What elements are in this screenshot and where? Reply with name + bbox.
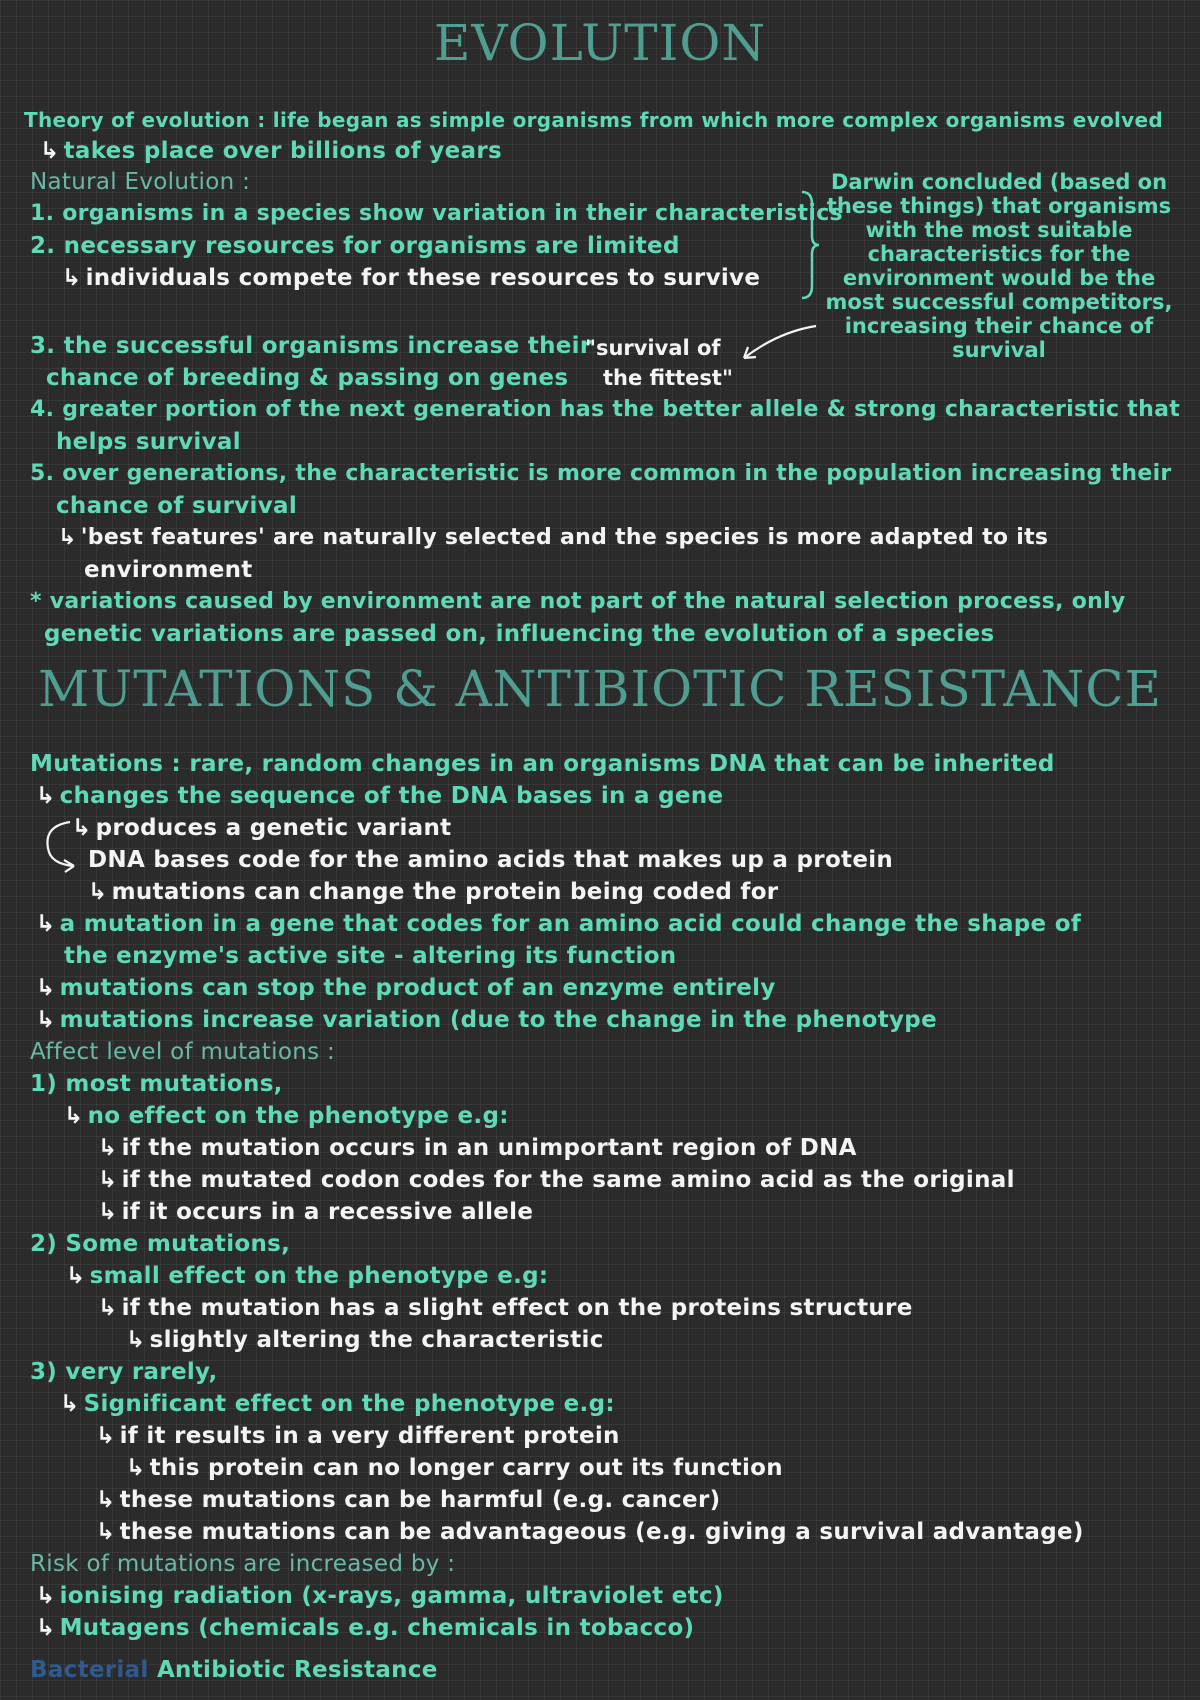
arrow-icon: ↳ bbox=[88, 879, 108, 905]
darwin-conclusion: Darwin concluded (based on these things) that organisms with the most suitable characteristics for the environment would be the most successful competitors, increasing their chance of survival bbox=[825, 170, 1173, 362]
level-2: 2) Some mutations, bbox=[30, 1231, 291, 1257]
level-2-a: ↳ small effect on the phenotype e.g: bbox=[66, 1263, 549, 1289]
arrow-icon: ↳ bbox=[98, 1199, 118, 1225]
mutation-sub-5: ↳ a mutation in a gene that codes for an amino acid could change the shape of bbox=[36, 911, 1082, 937]
mutation-sub-4: ↳ mutations can change the protein being coded for bbox=[88, 879, 779, 905]
arrow-icon: ↳ bbox=[58, 525, 77, 550]
arrow-icon: ↳ bbox=[98, 1167, 118, 1193]
mutations-definition: Mutations : rare, random changes in an organisms DNA that can be inherited bbox=[30, 751, 1055, 777]
natural-evolution-heading: Natural Evolution : bbox=[30, 169, 251, 195]
mutation-sub-1: ↳ changes the sequence of the DNA bases in a gene bbox=[36, 783, 724, 809]
level-3-c: ↳ this protein can no longer carry out its function bbox=[126, 1455, 783, 1481]
point-2-sub: ↳ individuals compete for these resources to survive bbox=[62, 265, 761, 291]
arrow-icon: ↳ bbox=[64, 1103, 84, 1129]
mutations-title: MUTATIONS & ANTIBIOTIC RESISTANCE bbox=[37, 660, 1163, 718]
mutation-sub-7: ↳ mutations increase variation (due to the change in the phenotype bbox=[36, 1007, 937, 1033]
arrow-icon: ↳ bbox=[126, 1455, 146, 1481]
mutation-sub-6: ↳ mutations can stop the product of an enzyme entirely bbox=[36, 975, 776, 1001]
arrow-icon: ↳ bbox=[36, 1007, 56, 1033]
level-1-d: ↳ if it occurs in a recessive allele bbox=[98, 1199, 534, 1225]
arrow-icon: ↳ bbox=[36, 975, 56, 1001]
point-3-cont: chance of breeding & passing on genes bbox=[46, 365, 569, 391]
risk-2: ↳ Mutagens (chemicals e.g. chemicals in tobacco) bbox=[36, 1615, 695, 1641]
point-1: 1. organisms in a species show variation in their characteristics bbox=[30, 201, 843, 226]
level-2-b: ↳ if the mutation has a slight effect on the proteins structure bbox=[98, 1295, 913, 1321]
level-3: 3) very rarely, bbox=[30, 1359, 218, 1385]
level-1-a: ↳ no effect on the phenotype e.g: bbox=[64, 1103, 509, 1129]
arrow-icon: ↳ bbox=[66, 1263, 86, 1289]
level-3-e: ↳ these mutations can be advantageous (e.g. giving a survival advantage) bbox=[96, 1519, 1084, 1545]
survival-of-fittest-b: the fittest" bbox=[603, 366, 733, 390]
arrow-icon: ↳ bbox=[126, 1327, 146, 1353]
curly-brace-icon bbox=[800, 190, 820, 300]
point-4-cont: helps survival bbox=[56, 429, 241, 455]
theory-sub: ↳ takes place over billions of years bbox=[40, 138, 502, 164]
variation-note-cont: genetic variations are passed on, influencing the evolution of a species bbox=[44, 621, 995, 647]
arrow-icon: ↳ bbox=[96, 1487, 116, 1513]
level-1-b: ↳ if the mutation occurs in an unimportant region of DNA bbox=[98, 1135, 857, 1161]
arrow-icon: ↳ bbox=[62, 265, 82, 291]
level-2-c: ↳ slightly altering the characteristic bbox=[126, 1327, 604, 1353]
mutation-sub-3: DNA bases code for the amino acids that makes up a protein bbox=[88, 847, 894, 873]
affect-level-heading: Affect level of mutations : bbox=[30, 1039, 336, 1065]
arrow-icon: ↳ bbox=[36, 783, 56, 809]
arrow-icon bbox=[738, 322, 818, 366]
point-5-sub: ↳ 'best features' are naturally selected and the species is more adapted to its bbox=[58, 525, 1049, 550]
evolution-title: EVOLUTION bbox=[433, 14, 767, 72]
theory-line: Theory of evolution : life began as simple organisms from which more complex organisms evolved bbox=[24, 108, 1163, 132]
level-3-d: ↳ these mutations can be harmful (e.g. cancer) bbox=[96, 1487, 721, 1513]
point-2: 2. necessary resources for organisms are limited bbox=[30, 233, 680, 259]
arrow-icon: ↳ bbox=[98, 1295, 118, 1321]
arrow-icon: ↳ bbox=[98, 1135, 118, 1161]
level-3-b: ↳ if it results in a very different protein bbox=[96, 1423, 620, 1449]
point-5-cont: chance of survival bbox=[56, 493, 298, 519]
risk-heading: Risk of mutations are increased by : bbox=[30, 1551, 456, 1577]
bacterial-resistance-heading: Bacterial Antibiotic Resistance bbox=[30, 1657, 438, 1683]
level-3-a: ↳ Significant effect on the phenotype e.g: bbox=[60, 1391, 615, 1417]
variation-note: * variations caused by environment are not part of the natural selection process, only bbox=[30, 589, 1126, 614]
arrow-icon: ↳ bbox=[60, 1391, 80, 1417]
point-5-sub-cont: environment bbox=[84, 557, 253, 583]
point-3: 3. the successful organisms increase their bbox=[30, 333, 592, 359]
survival-of-fittest-a: "survival of bbox=[585, 336, 721, 360]
level-1: 1) most mutations, bbox=[30, 1071, 283, 1097]
level-1-c: ↳ if the mutated codon codes for the same amino acid as the original bbox=[98, 1167, 1015, 1193]
risk-1: ↳ ionising radiation (x-rays, gamma, ultraviolet etc) bbox=[36, 1583, 724, 1609]
arrow-icon: ↳ bbox=[36, 911, 56, 937]
arrow-icon: ↳ bbox=[72, 815, 92, 841]
mutation-sub-2: ↳ produces a genetic variant bbox=[72, 815, 452, 841]
point-5: 5. over generations, the characteristic is more common in the population increasing their bbox=[30, 461, 1172, 486]
arrow-icon: ↳ bbox=[96, 1423, 116, 1449]
arrow-icon: ↳ bbox=[36, 1583, 56, 1609]
point-4: 4. greater portion of the next generation has the better allele & strong characteristic that bbox=[30, 397, 1181, 422]
mutation-sub-5-cont: the enzyme's active site - altering its function bbox=[64, 943, 677, 969]
arrow-icon: ↳ bbox=[96, 1519, 116, 1545]
arrow-icon: ↳ bbox=[40, 138, 60, 164]
arrow-icon: ↳ bbox=[36, 1615, 56, 1641]
